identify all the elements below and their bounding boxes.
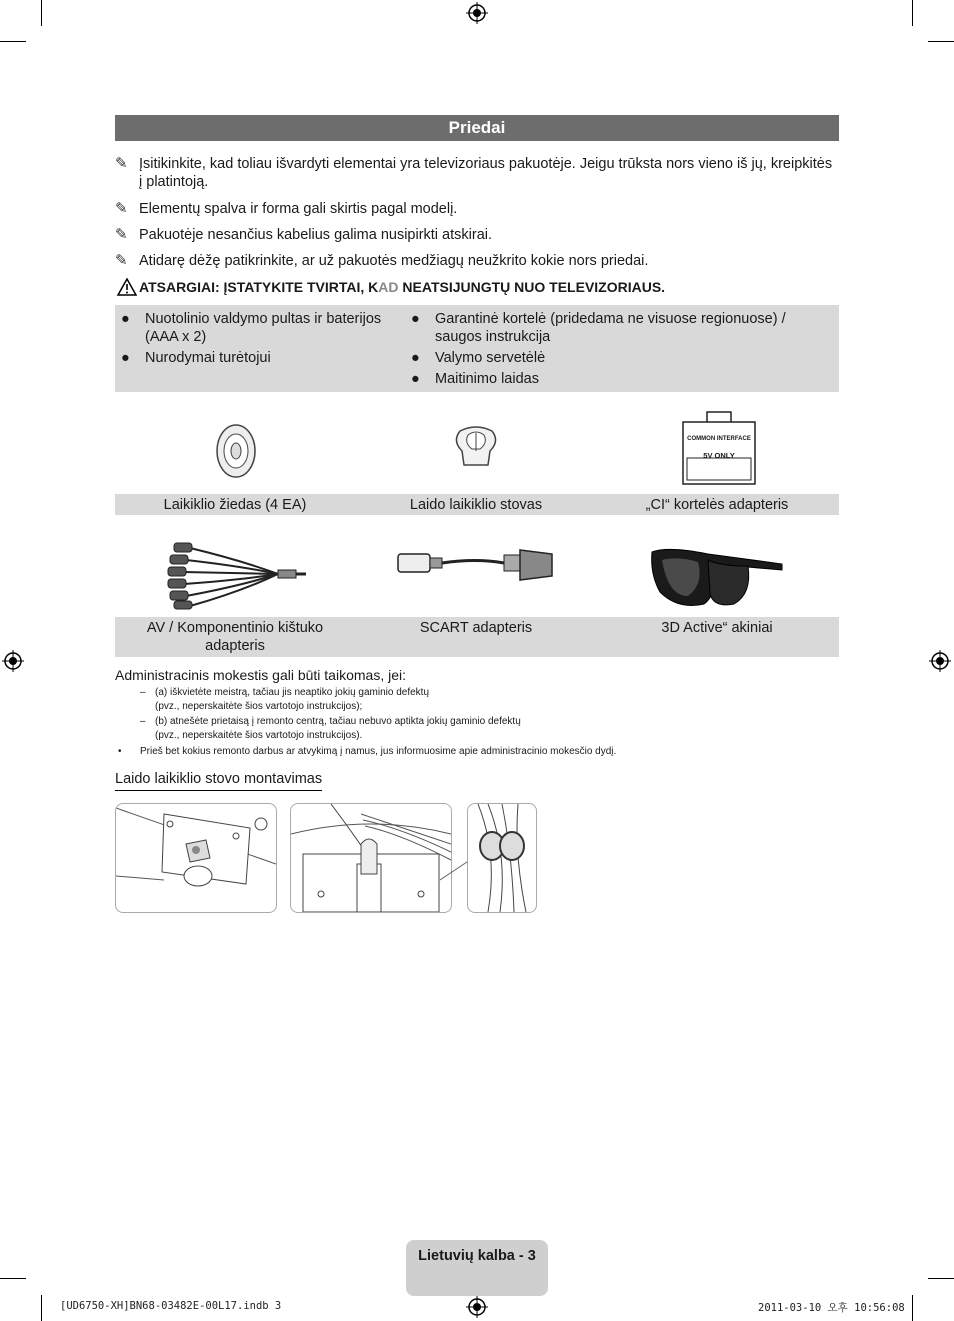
ci-card-adapter-illustration [681,410,757,486]
crop-mark [41,0,42,26]
accessory-caption-row [115,617,839,657]
note [115,226,839,244]
accessory-caption-row [115,494,839,515]
note [115,155,839,191]
page-number-tab: Lietuvių kalba - 3 [406,1240,548,1296]
list-item: ● Maitinimo laidas [411,371,539,387]
item-text: Maitinimo laidas [435,371,539,387]
av-component-adapter-illustration [160,540,308,610]
installation-step-1 [115,803,277,913]
admin-fee-bullet: • Prieš bet kokius remonto darbus ar atvykimą į namus, jus informuosime apie administracinio mokesčio dydį. [118,746,617,757]
cable-holder-stand-illustration [452,425,500,471]
warning-text [139,279,665,295]
accessory-caption: Laikiklio žiedas (4 EA) [163,497,307,513]
registration-mark-icon [2,650,24,672]
crop-mark [0,1278,26,1279]
accessory-caption: 3D Active“ akiniai [661,620,773,636]
admin-fee-item: – (b) atnešėte prietaisą į remonto centrą, tačiau nebuvo aptikta jokių gaminio defektų (pvz., neperskaitėte šios vartotojo instrukcijos). [140,716,521,741]
print-slug-left: [UD6750-XH]BN68-03482E-00L17.indb 3 [60,1300,282,1312]
note-text: Įsitikinkite, kad toliau išvardyti elementai yra televizoriaus pakuotėje. Jeigu trūksta nors vieno iš jų, kreipkitės į platintoją. [139,156,833,190]
pencil-icon: ✎ [115,252,128,269]
warning-triangle-icon [115,278,139,296]
crop-mark [0,41,26,42]
crop-mark [928,1278,954,1279]
accessory-caption: AV / Komponentinio kištuko adapteris [146,620,324,654]
admin-fee-item: – (a) iškvietėte meistrą, tačiau jis neaptiko jokių gaminio defektų (pvz., neperskaitėte šios vartotojo instrukcijos); [140,687,430,712]
caution-warning [115,278,839,296]
pencil-icon: ✎ [115,200,128,217]
note [115,200,839,218]
registration-mark-icon [466,1296,488,1318]
3d-glasses-illustration [648,544,786,612]
admin-fee-text: (pvz., neperskaitėte šios vartotojo instrukcijos); [155,701,363,712]
installation-step-1-drawing [116,804,276,912]
crop-mark [928,41,954,42]
registration-mark-icon [466,2,488,24]
pencil-icon: ✎ [115,155,128,172]
accessory-caption: SCART adapteris [419,620,533,636]
crop-mark [41,1295,42,1321]
pencil-icon: ✎ [115,226,128,243]
item-text: Garantinė kortelė (pridedama ne visuose regionuose) / saugos instrukcija [435,311,786,345]
admin-fee-text: Prieš bet kokius remonto darbus ar atvykimą į namus, jus informuosime apie administracinio mokesčio dydį. [140,746,617,757]
holder-ring-illustration [214,422,258,480]
accessory-caption: „CI“ kortelės adapteris [645,497,789,513]
ci-card-label-1: COMMON INTERFACE [687,436,751,442]
item-text: Valymo servetėlė [435,350,546,366]
warning-text-highlight: AD [378,279,399,295]
crop-mark [912,0,913,26]
section-title: Priedai [115,115,839,141]
admin-fee-text: (b) atnešėte prietaisą į remonto centrą, tačiau nebuvo aptikta jokių gaminio defektų [155,716,521,727]
included-items-box [115,305,839,392]
item-text: Nurodymai turėtojui [145,350,271,366]
print-slug-right: 2011-03-10 오후 10:56:08 [758,1302,905,1314]
admin-fee-text: (a) iškvietėte meistrą, tačiau jis neaptiko jokių gaminio defektų [155,687,430,698]
note [115,252,839,270]
item-text: Nuotolinio valdymo pultas ir baterijos (AAA x 2) [145,311,382,345]
scart-adapter-illustration [396,546,556,584]
admin-fee-text: (pvz., neperskaitėte šios vartotojo instrukcijos). [155,730,363,741]
list-item: ● Valymo servetėlė [411,350,546,366]
warning-text-part: NEATSIJUNGTŲ NUO TELEVIZORIAUS. [398,279,666,295]
admin-fee-intro: Administracinis mokestis gali būti taikomas, jei: [115,667,406,683]
installation-step-2-drawing [291,804,451,912]
list-item: ● Garantinė kortelė (pridedama ne visuose regionuose) / saugos instrukcija [405,310,805,346]
installation-step-2 [290,803,452,913]
installation-step-3 [467,803,537,913]
installation-subheading: Laido laikiklio stovo montavimas [115,771,322,791]
installation-step-3-drawing [468,804,536,912]
list-item: ● Nurodymai turėtojui [121,350,271,366]
note-text: Elementų spalva ir forma gali skirtis pagal modelį. [139,201,458,217]
crop-mark [912,1295,913,1321]
list-item: ● Nuotolinio valdymo pultas ir baterijos (AAA x 2) [115,310,385,346]
note-text: Atidarę dėžę patikrinkite, ar už pakuotės medžiagų neužkrito kokie nors priedai. [139,253,649,269]
note-text: Pakuotėje nesančius kabelius galima nusipirkti atskirai. [139,227,493,243]
registration-mark-icon [929,650,951,672]
accessory-caption: Laido laikiklio stovas [409,497,543,513]
ci-card-label-2: 5V ONLY [703,451,735,460]
warning-text-part: ATSARGIAI: ĮSTATYKITE TVIRTAI, K [139,279,379,295]
